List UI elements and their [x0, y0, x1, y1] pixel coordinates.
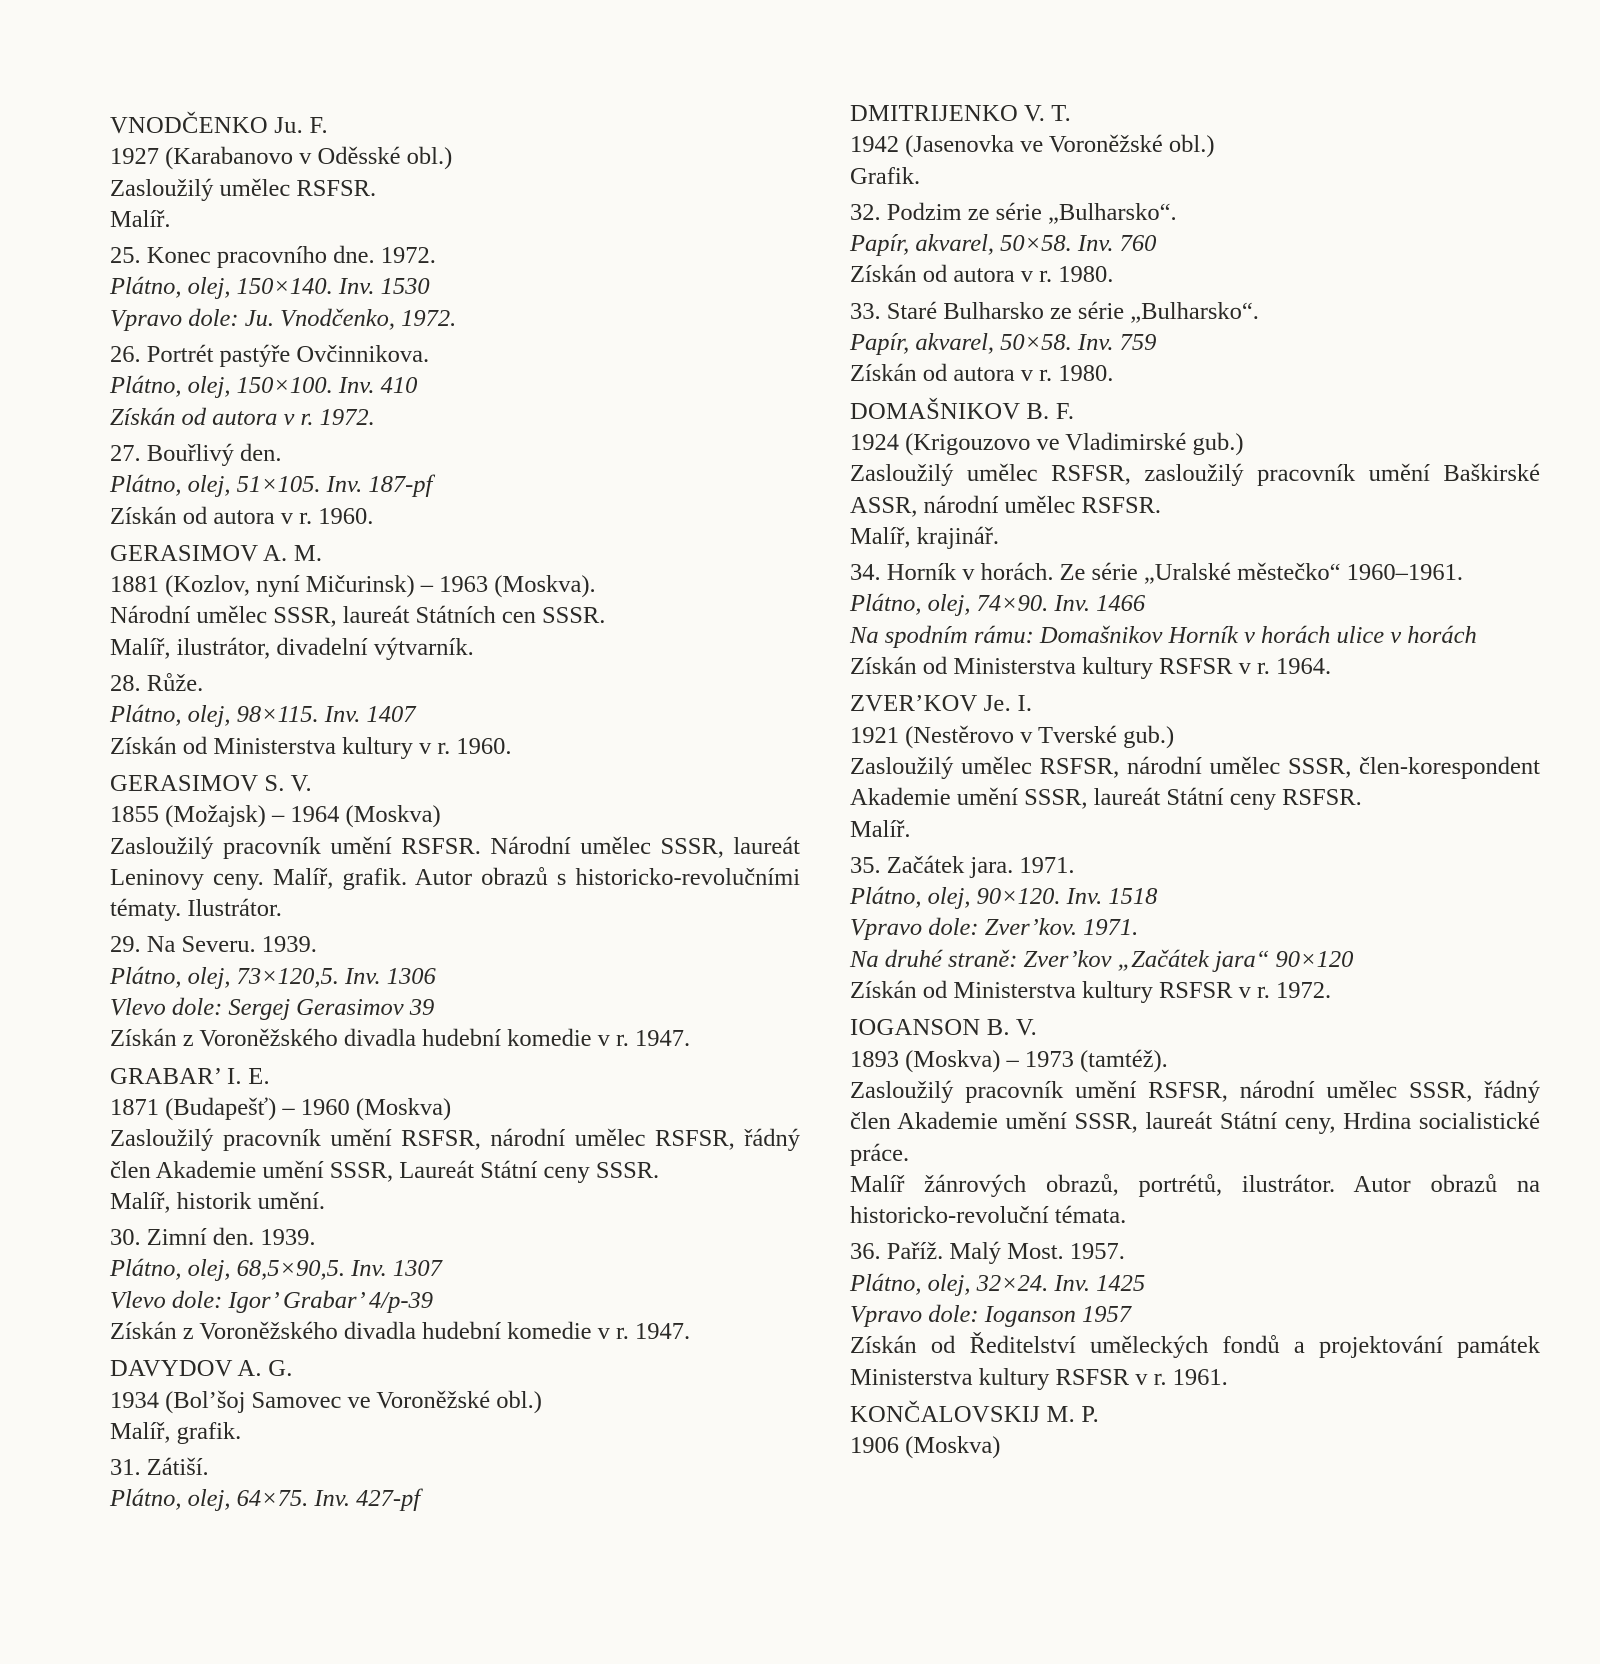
artwork-entry [850, 197, 1540, 291]
left-column [110, 110, 800, 1515]
artist-entry [110, 1353, 800, 1514]
artwork-title: 26. Portrét pastýře Ovčinnikova. [110, 341, 430, 369]
artist-bio: Zasloužilý umělec RSFSR, národní umělec SSSR, člen-korespondent Akademie umění SSSR, laureát Státní ceny RSFSR. [850, 752, 1540, 812]
artist-entry [110, 110, 800, 532]
right-column [850, 98, 1540, 1461]
artist-bio: Malíř. [110, 205, 171, 233]
artist-entry [850, 1012, 1540, 1393]
artist-bio: 1924 (Krigouzovo ve Vladimirské gub.) [850, 428, 1244, 456]
artist-bio: 1934 (Bol’šoj Samovec ve Voroněžské obl.) [110, 1386, 542, 1414]
artwork-acquisition: Získán z Voroněžského divadla hudební komedie v r. 1947. [110, 1317, 691, 1345]
artwork-entry [110, 929, 800, 1054]
artist-bio: 1906 (Moskva) [850, 1432, 1001, 1460]
artist-name: DMITRIJENKO V. T. [850, 100, 1072, 127]
artwork-detail: Vlevo dole: Igor’ Grabar’ 4/p-39 [110, 1286, 433, 1314]
artwork-acquisition: Získán od Ředitelství uměleckých fondů a projektování památek Ministerstva kultury RSFSR v r. 1961. [850, 1332, 1540, 1391]
artist-bio: 1871 (Budapešť) – 1960 (Moskva) [110, 1093, 452, 1121]
artwork-acquisition: Získán z Voroněžského divadla hudební komedie v r. 1947. [110, 1025, 691, 1053]
artwork-detail: Vpravo dole: Zver’kov. 1971. [850, 914, 1139, 942]
artist-bio: Malíř, historik umění. [110, 1187, 326, 1215]
artwork-detail: Plátno, olej, 73×120,5. Inv. 1306 [110, 962, 436, 990]
artwork-detail: Vpravo dole: Ioganson 1957 [850, 1300, 1132, 1328]
artist-name: GERASIMOV S. V. [110, 769, 312, 797]
artist-name: GRABAR’ I. E. [110, 1062, 270, 1090]
artwork-entry [110, 668, 800, 762]
artwork-entry [110, 1222, 800, 1347]
artist-bio: Malíř žánrových obrazů, portrétů, ilustrátor. Autor obrazů na historicko-revoluční témata. [850, 1170, 1540, 1230]
artist-entry [110, 768, 800, 1055]
artwork-detail: Na druhé straně: Zver’kov „Začátek jara“ 90×120 [850, 945, 1354, 973]
artwork-title: 35. Začátek jara. 1971. [850, 851, 1075, 879]
artwork-entry [110, 438, 800, 532]
artwork-title: 25. Konec pracovního dne. 1972. [110, 242, 436, 270]
artist-bio: Zasloužilý pracovník umění RSFSR. Národní umělec SSSR, laureát Leninovy ceny. Malíř, grafik. Autor obrazů s historicko-revolučními tématy. Ilustrátor. [110, 832, 800, 923]
artwork-detail: Plátno, olej, 68,5×90,5. Inv. 1307 [110, 1255, 442, 1283]
artwork-acquisition: Získán od autora v r. 1960. [110, 502, 374, 530]
artist-bio: Zasloužilý umělec RSFSR, zasloužilý pracovník umění Baškirské ASSR, národní umělec RSFSR. [850, 460, 1540, 519]
artwork-acquisition: Získán od Ministerstva kultury v r. 1960. [110, 732, 512, 760]
artwork-detail: Plátno, olej, 64×75. Inv. 427-pf [110, 1485, 421, 1513]
artwork-entry [110, 1452, 800, 1515]
artist-bio: 1855 (Možajsk) – 1964 (Moskva) [110, 801, 441, 829]
artist-name: ZVER’KOV Je. I. [850, 690, 1033, 718]
artwork-detail: Plátno, olej, 32×24. Inv. 1425 [850, 1269, 1146, 1297]
artwork-entry [850, 1236, 1540, 1392]
artwork-detail: Plátno, olej, 98×115. Inv. 1407 [110, 701, 416, 729]
artwork-title: 31. Zátiší. [110, 1454, 209, 1482]
artwork-acquisition: Získán od autora v r. 1980. [850, 360, 1114, 388]
artist-entry [850, 396, 1540, 683]
artist-entry [110, 538, 800, 762]
artist-name: DAVYDOV A. G. [110, 1355, 293, 1383]
artist-entry [850, 98, 1540, 390]
artist-name: VNODČENKO Ju. F. [110, 112, 328, 139]
artwork-detail: Vlevo dole: Sergej Gerasimov 39 [110, 994, 435, 1022]
artwork-entry [850, 850, 1540, 1006]
artwork-detail: Plátno, olej, 150×100. Inv. 410 [110, 372, 418, 400]
artwork-detail: Vpravo dole: Ju. Vnodčenko, 1972. [110, 304, 457, 332]
artist-name: GERASIMOV A. M. [110, 539, 323, 567]
artist-bio: Malíř, ilustrátor, divadelní výtvarník. [110, 633, 474, 661]
artist-bio: Zasloužilý umělec RSFSR. [110, 174, 377, 202]
artist-name: IOGANSON B. V. [850, 1014, 1038, 1042]
artwork-detail: Na spodním rámu: Domašnikov Horník v horách ulice v horách [850, 621, 1477, 649]
artist-bio: Národní umělec SSSR, laureát Státních cen SSSR. [110, 602, 606, 630]
artist-bio: Malíř, krajinář. [850, 522, 999, 550]
artist-bio: 1921 (Nestěrovo v Tverské gub.) [850, 721, 1175, 749]
artwork-acquisition: Získán od Ministerstva kultury RSFSR v r. 1972. [850, 977, 1332, 1005]
artwork-detail: Papír, akvarel, 50×58. Inv. 759 [850, 329, 1157, 357]
artwork-entry [850, 296, 1540, 390]
artwork-title: 27. Bouřlivý den. [110, 439, 282, 467]
artwork-detail: Plátno, olej, 150×140. Inv. 1530 [110, 273, 430, 301]
artist-bio: Zasloužilý pracovník umění RSFSR, národní umělec RSFSR, řádný člen Akademie umění SSSR, Laureát Státní ceny SSSR. [110, 1125, 800, 1184]
artwork-title: 34. Horník v horách. Ze série „Uralské městečko“ 1960–1961. [850, 559, 1463, 587]
artist-entry [850, 1399, 1540, 1462]
artist-bio: 1942 (Jasenovka ve Voroněžské obl.) [850, 131, 1215, 159]
artist-bio: Zasloužilý pracovník umění RSFSR, národní umělec SSSR, řádný člen Akademie umění SSSR, laureát Státní ceny, Hrdina socialistické práce. [850, 1076, 1540, 1167]
artwork-title: 32. Podzim ze série „Bulharsko“. [850, 198, 1177, 226]
artist-bio: Grafik. [850, 162, 921, 190]
artwork-title: 36. Paříž. Malý Most. 1957. [850, 1238, 1125, 1266]
artist-bio: 1881 (Kozlov, nyní Mičurinsk) – 1963 (Moskva). [110, 571, 596, 599]
artwork-title: 28. Růže. [110, 670, 204, 698]
artist-bio: 1927 (Karabanovo v Oděsské obl.) [110, 143, 453, 171]
artwork-entry [110, 240, 800, 334]
artist-name: KONČALOVSKIJ M. P. [850, 1400, 1100, 1428]
artist-bio: Malíř, grafik. [110, 1417, 242, 1445]
artwork-title: 30. Zimní den. 1939. [110, 1224, 316, 1252]
artist-entry [850, 688, 1540, 1006]
artist-bio: Malíř. [850, 815, 911, 843]
artwork-acquisition: Získán od autora v r. 1980. [850, 261, 1114, 289]
artwork-title: 29. Na Severu. 1939. [110, 931, 317, 959]
artist-entry [110, 1061, 800, 1348]
artist-bio: 1893 (Moskva) – 1973 (tamtéž). [850, 1045, 1168, 1073]
artwork-acquisition: Získán od Ministerstva kultury RSFSR v r. 1964. [850, 653, 1332, 681]
artist-name: DOMAŠNIKOV B. F. [850, 397, 1075, 425]
artwork-detail: Plátno, olej, 90×120. Inv. 1518 [850, 883, 1158, 911]
artwork-detail: Papír, akvarel, 50×58. Inv. 760 [850, 230, 1157, 258]
artwork-entry [850, 557, 1540, 682]
artwork-entry [110, 339, 800, 433]
artwork-detail: Plátno, olej, 51×105. Inv. 187-pf [110, 471, 433, 499]
artwork-detail: Získán od autora v r. 1972. [110, 403, 375, 431]
artwork-title: 33. Staré Bulharsko ze série „Bulharsko“. [850, 297, 1259, 325]
artwork-detail: Plátno, olej, 74×90. Inv. 1466 [850, 590, 1146, 618]
